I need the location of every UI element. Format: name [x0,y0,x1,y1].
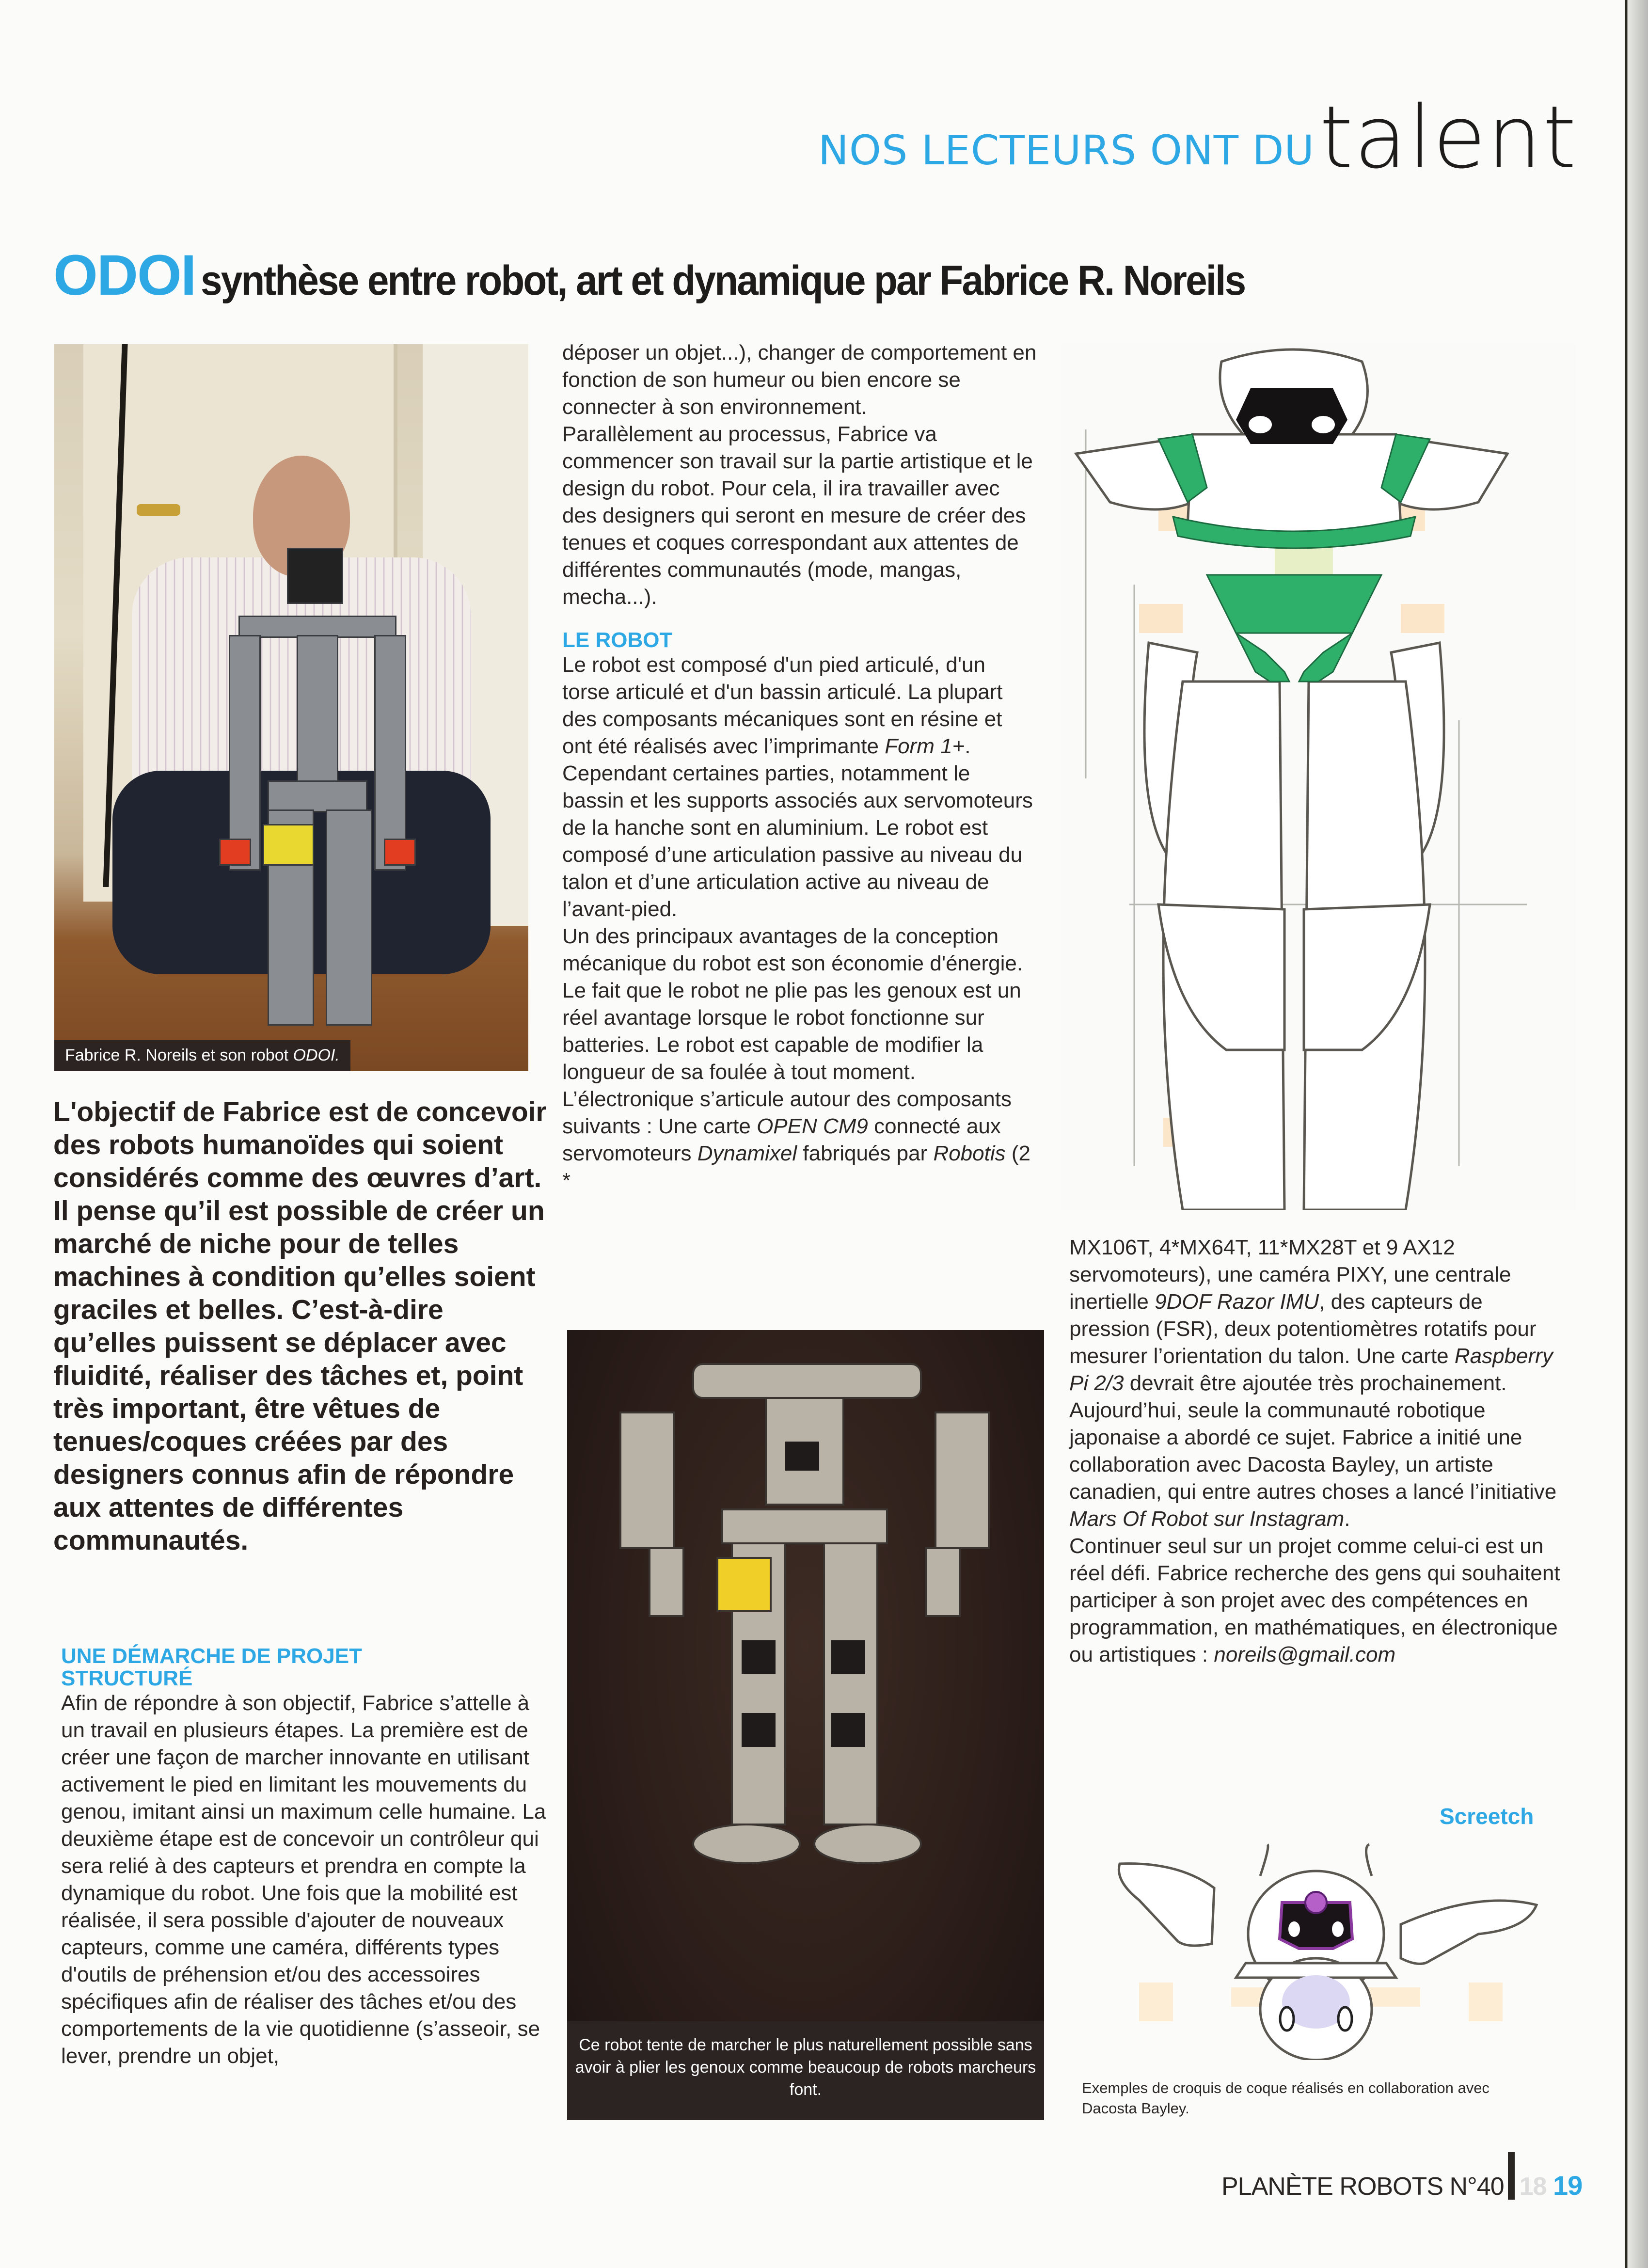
section-heading-robot: LE ROBOT [562,628,673,652]
photo2-caption: Ce robot tente de marcher le plus naturellement possible sans avoir à plier les genoux comme beaucoup de robots marcheurs font. [567,2021,1044,2120]
column-2 [562,339,1037,1194]
contact-email[interactable]: noreils@gmail.com [1214,1643,1396,1666]
title-text: synthèse entre robot, art et dynamique par Fabrice R. Noreils [201,257,1245,304]
section-body: Afin de répondre à son objectif, Fabrice s’attelle à un travail en plusieurs étapes. La première est de créer une façon de marcher innovante en utilisant activement le pied en limitant les mouvements du genou, imitant ainsi un maximum celle humaine. La deuxième étape est de concevoir un contrôleur qui sera relié à des capteurs et prendra en compte la dynamique du robot. Une fois que la mobilité est réalisée, il sera possible d'ajouter de nouveaux capteurs, comme une caméra, différents types d'outils de préhension et/ou des accessoires spécifiques afin de réaliser des tâches et/ou des comportements de la vie quotidienne (s’asseoir, se lever, prendre un objet, [61,1691,546,2068]
magazine-issue: PLANÈTE ROBOTS N°40 [1221,2173,1504,2201]
paragraph: Continuer seul sur un projet comme celui-ci est un réel défi. Fabrice recherche des gens qui souhaitent participer à son projet avec des compétences en programmation, en mathématiques, en électronique ou artistiques : noreils@gmail.com [1069,1534,1560,1666]
paragraph: L’électronique s’articule autour des composants suivants : Une carte OPEN CM9 connecté aux servomoteurs Dynamixel fabriqués par Robotis (2 * [562,1087,1030,1192]
robot-shell-drawing [1062,342,1575,1210]
photo-author-with-robot [54,344,528,1071]
shell-sketch-full-body [1062,342,1575,1210]
section-kicker [818,87,1577,188]
page-footer [1221,2152,1582,2201]
paragraph: Un des principaux avantages de la conception mécanique du robot est son économie d'énergie. Le fait que le robot ne plie pas les genoux est un réel avantage lorsque le robot fonctionne sur batteries. Le robot est capable de modifier la longueur de sa foulée à tout moment. [562,924,1023,1084]
robot-figure [229,548,403,1052]
paragraph: Aujourd’hui, seule la communauté robotique japonaise a abordé ce sujet. Fabrice a initié une collaboration avec Dacosta Bayley, un artiste canadien, qui entre autres choses a lancé l’initiative Mars Of Robot sur Instagram. [1069,1398,1557,1531]
paragraph: Parallèlement au processus, Fabrice va commencer son travail sur la partie artistique et le design du robot. Pour cela, il ira travailler avec des designers qui seront en mesure de créer des tenues et coques correspondant aux attentes de différentes communautés (mode, mangas, mecha...). [562,422,1033,609]
shell-sketch-head [1100,1842,1556,2060]
column-3 [1069,1234,1564,1668]
kicker-text: NOS LECTEURS ONT DU [818,127,1315,174]
lead-paragraph: L'objectif de Fabrice est de concevoir des robots humanoïdes qui soient considérés comme des œuvres d’art. Il pense qu’il est possible de créer un marché de niche pour de telles machines à condition qu’elles soient graciles et belles. C’est-à-dire qu’elles puissent se déplacer avec fluidité, réaliser des tâches et, point très important, être vêtues de tenues/coques créées par des designers connus afin de répondre aux attentes de différentes communautés. [53,1096,547,1556]
section-demarche [61,1645,551,2070]
title-highlight: ODOI [53,243,196,307]
robot-head-drawing [1100,1842,1556,2060]
page-spine [1625,0,1648,2268]
paragraph: MX106T, 4*MX64T, 11*MX28T et 9 AX12 servomoteurs), une caméra PIXY, une centrale inertielle 9DOF Razor IMU, des capteurs de pression (FSR), deux potentiomètres rotatifs pour mesurer l’orientation du talon. Une carte Raspberry Pi 2/3 devrait être ajoutée très prochainement. [1069,1236,1553,1395]
door-handle [137,504,180,516]
paragraph: Le robot est composé d'un pied articulé, d'un torse articulé et d'un bassin articulé. La plupart des composants mécaniques sont en résine et ont été réalisés avec l’imprimante Form 1+. Cependant certaines parties, notamment le bassin et les supports associés aux servomoteurs de la hanche sont en aluminium. Le robot est composé d’une articulation passive au niveau du talon et d’une articulation active au niveau de l’avant-pied. [562,653,1033,921]
author-signature: Screetch [1440,1804,1534,1829]
section-heading: UNE DÉMARCHE DE PROJET STRUCTURÉ [61,1644,362,1690]
robot-photo-illustration [567,1330,1044,2033]
article-title [53,242,1324,308]
previous-page-number: 18 [1519,2173,1547,2201]
footer-divider [1508,2152,1515,2200]
photo-robot-standing [567,1330,1044,2120]
sketch-caption: Exemples de croquis de coque réalisés en collaboration avec Dacosta Bayley. [1082,2079,1490,2117]
current-page-number: 19 [1553,2170,1583,2201]
paragraph: déposer un objet...), changer de comportement en fonction de son humeur ou bien encore se connecter à son environnement. [562,341,1037,419]
kicker-word: talent [1319,87,1578,188]
photo1-caption: Fabrice R. Noreils et son robot ODOI. [54,1040,350,1071]
